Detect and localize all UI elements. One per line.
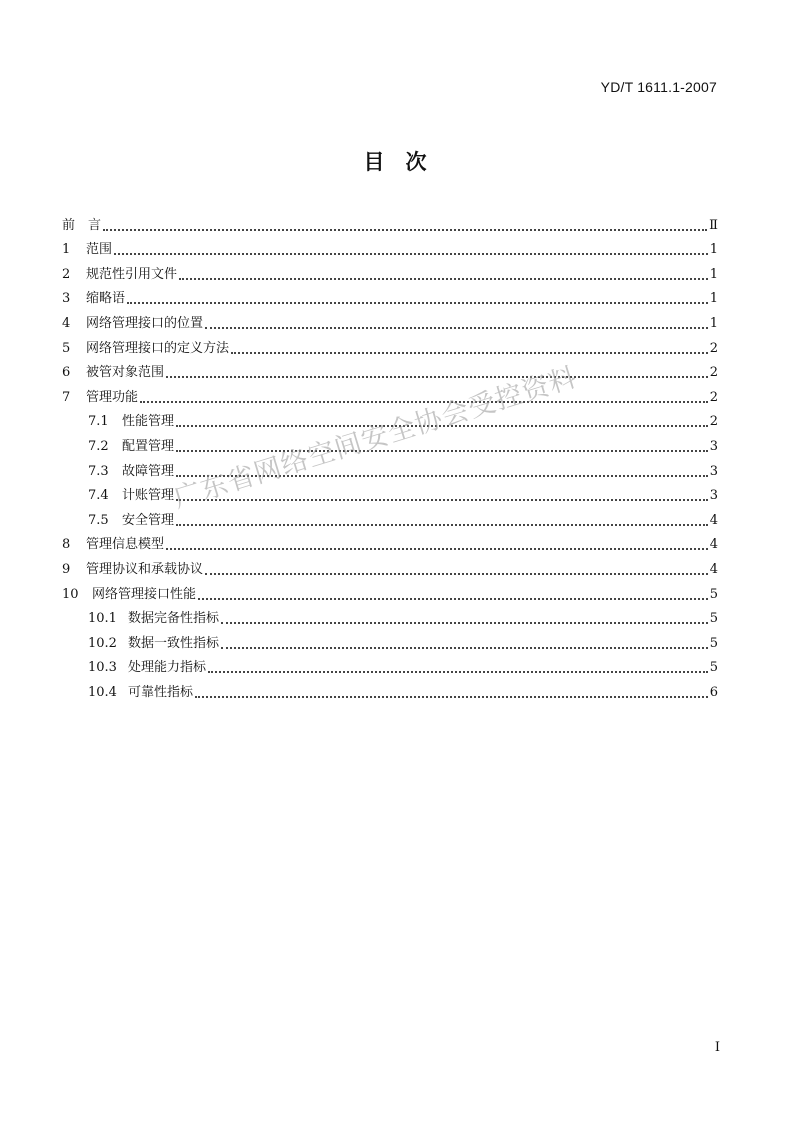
toc-entry-number: 9 [62, 561, 71, 577]
toc-leader-dots [198, 588, 708, 600]
toc-entry-label: 范围 [86, 242, 113, 258]
document-code: YD/T 1611.1-2007 [600, 79, 717, 95]
toc-entry[interactable] [62, 382, 718, 407]
toc-entry-page: 1 [709, 266, 718, 282]
toc-entry-label: 数据一致性指标 [128, 635, 220, 651]
toc-entry-label: 数据完备性指标 [128, 611, 220, 627]
toc-entry-number: 10 [62, 586, 79, 602]
toc-entry-label: 缩略语 [86, 291, 126, 307]
toc-entry-page: 1 [709, 242, 718, 258]
toc-leader-dots [176, 514, 708, 526]
watermark: 广东省网络空间安全协会受控资料 [170, 361, 581, 515]
toc-entry-page: 4 [709, 561, 718, 577]
page-title: 目 次 [363, 150, 427, 174]
toc-entry[interactable] [62, 604, 718, 629]
toc-entry[interactable] [62, 530, 718, 555]
toc-entry-number: 3 [62, 291, 71, 307]
toc-entry-page: 4 [709, 537, 718, 553]
toc-entry[interactable] [62, 579, 718, 604]
toc-entry-number: 6 [62, 365, 71, 381]
toc-entry-number: 10.4 [88, 684, 117, 700]
toc-entry-label: 前 言 [62, 217, 102, 233]
toc-entry[interactable] [62, 210, 718, 235]
toc-entry[interactable] [62, 235, 718, 260]
table-of-contents [62, 210, 718, 702]
toc-leader-dots [179, 268, 708, 280]
toc-entry-page: 5 [709, 635, 718, 651]
toc-entry-page: 4 [709, 512, 718, 528]
toc-leader-dots [127, 292, 708, 304]
toc-entry-page: 6 [709, 684, 718, 700]
toc-leader-dots [208, 661, 708, 673]
toc-entry-label: 管理协议和承载协议 [86, 561, 204, 577]
toc-entry[interactable] [62, 653, 718, 678]
toc-entry-number: 8 [62, 537, 71, 553]
toc-entry-label: 计账管理 [122, 488, 175, 504]
toc-entry-page: Ⅱ [709, 217, 718, 233]
toc-entry-number: 4 [62, 315, 71, 331]
toc-entry[interactable] [62, 677, 718, 702]
toc-entry-number: 5 [62, 340, 71, 356]
toc-entry-label: 网络管理接口性能 [92, 586, 197, 602]
toc-entry-label: 处理能力指标 [128, 660, 207, 676]
toc-entry-number: 10.1 [88, 611, 117, 627]
toc-entry-number: 7.5 [88, 512, 109, 528]
toc-entry[interactable] [62, 333, 718, 358]
toc-entry-page: 3 [709, 463, 718, 479]
toc-entry[interactable] [62, 456, 718, 481]
toc-entry-label: 安全管理 [122, 512, 175, 528]
toc-entry-page: 2 [709, 414, 718, 430]
toc-entry[interactable] [62, 284, 718, 309]
toc-entry[interactable] [62, 628, 718, 653]
toc-leader-dots [166, 538, 708, 550]
toc-entry[interactable] [62, 505, 718, 530]
toc-entry[interactable] [62, 358, 718, 383]
toc-entry-page: 1 [709, 291, 718, 307]
toc-entry-page: 1 [709, 315, 718, 331]
toc-entry-page: 3 [709, 488, 718, 504]
toc-entry-label: 配置管理 [122, 438, 175, 454]
toc-leader-dots [205, 563, 708, 575]
toc-entry-page: 3 [709, 438, 718, 454]
toc-leader-dots [205, 317, 708, 329]
toc-entry-label: 性能管理 [122, 414, 175, 430]
toc-entry-page: 2 [709, 340, 718, 356]
toc-entry-number: 7.3 [88, 463, 109, 479]
toc-entry-label: 网络管理接口的位置 [86, 315, 204, 331]
toc-leader-dots [195, 686, 708, 698]
footer-page-number: I [714, 1040, 720, 1055]
toc-entry-number: 10.3 [88, 660, 117, 676]
toc-leader-dots [114, 243, 708, 255]
toc-entry-label: 网络管理接口的定义方法 [86, 340, 230, 356]
toc-entry[interactable] [62, 259, 718, 284]
toc-entry-number: 7 [62, 389, 71, 405]
toc-entry-page: 5 [709, 611, 718, 627]
toc-entry-page: 5 [709, 586, 718, 602]
toc-entry-number: 2 [62, 266, 71, 282]
toc-entry-number: 10.2 [88, 635, 117, 651]
toc-entry-label: 管理信息模型 [86, 537, 165, 553]
toc-entry-number: 7.1 [88, 414, 109, 430]
toc-entry-number: 7.4 [88, 488, 109, 504]
toc-leader-dots [221, 612, 708, 624]
toc-entry-label: 可靠性指标 [128, 684, 194, 700]
toc-entry-page: 2 [709, 389, 718, 405]
toc-leader-dots [166, 366, 708, 378]
toc-leader-dots [231, 342, 708, 354]
toc-entry-number: 7.2 [88, 438, 109, 454]
toc-entry-page: 5 [709, 660, 718, 676]
toc-leader-dots [221, 637, 708, 649]
toc-entry[interactable] [62, 554, 718, 579]
toc-entry-label: 故障管理 [122, 463, 175, 479]
toc-entry[interactable] [62, 481, 718, 506]
toc-entry-number: 1 [62, 242, 71, 258]
toc-entry-label: 被管对象范围 [86, 365, 165, 381]
toc-entry[interactable] [62, 308, 718, 333]
toc-entry-page: 2 [709, 365, 718, 381]
toc-entry-label: 管理功能 [86, 389, 139, 405]
toc-entry-label: 规范性引用文件 [86, 266, 178, 282]
toc-leader-dots [103, 219, 707, 231]
